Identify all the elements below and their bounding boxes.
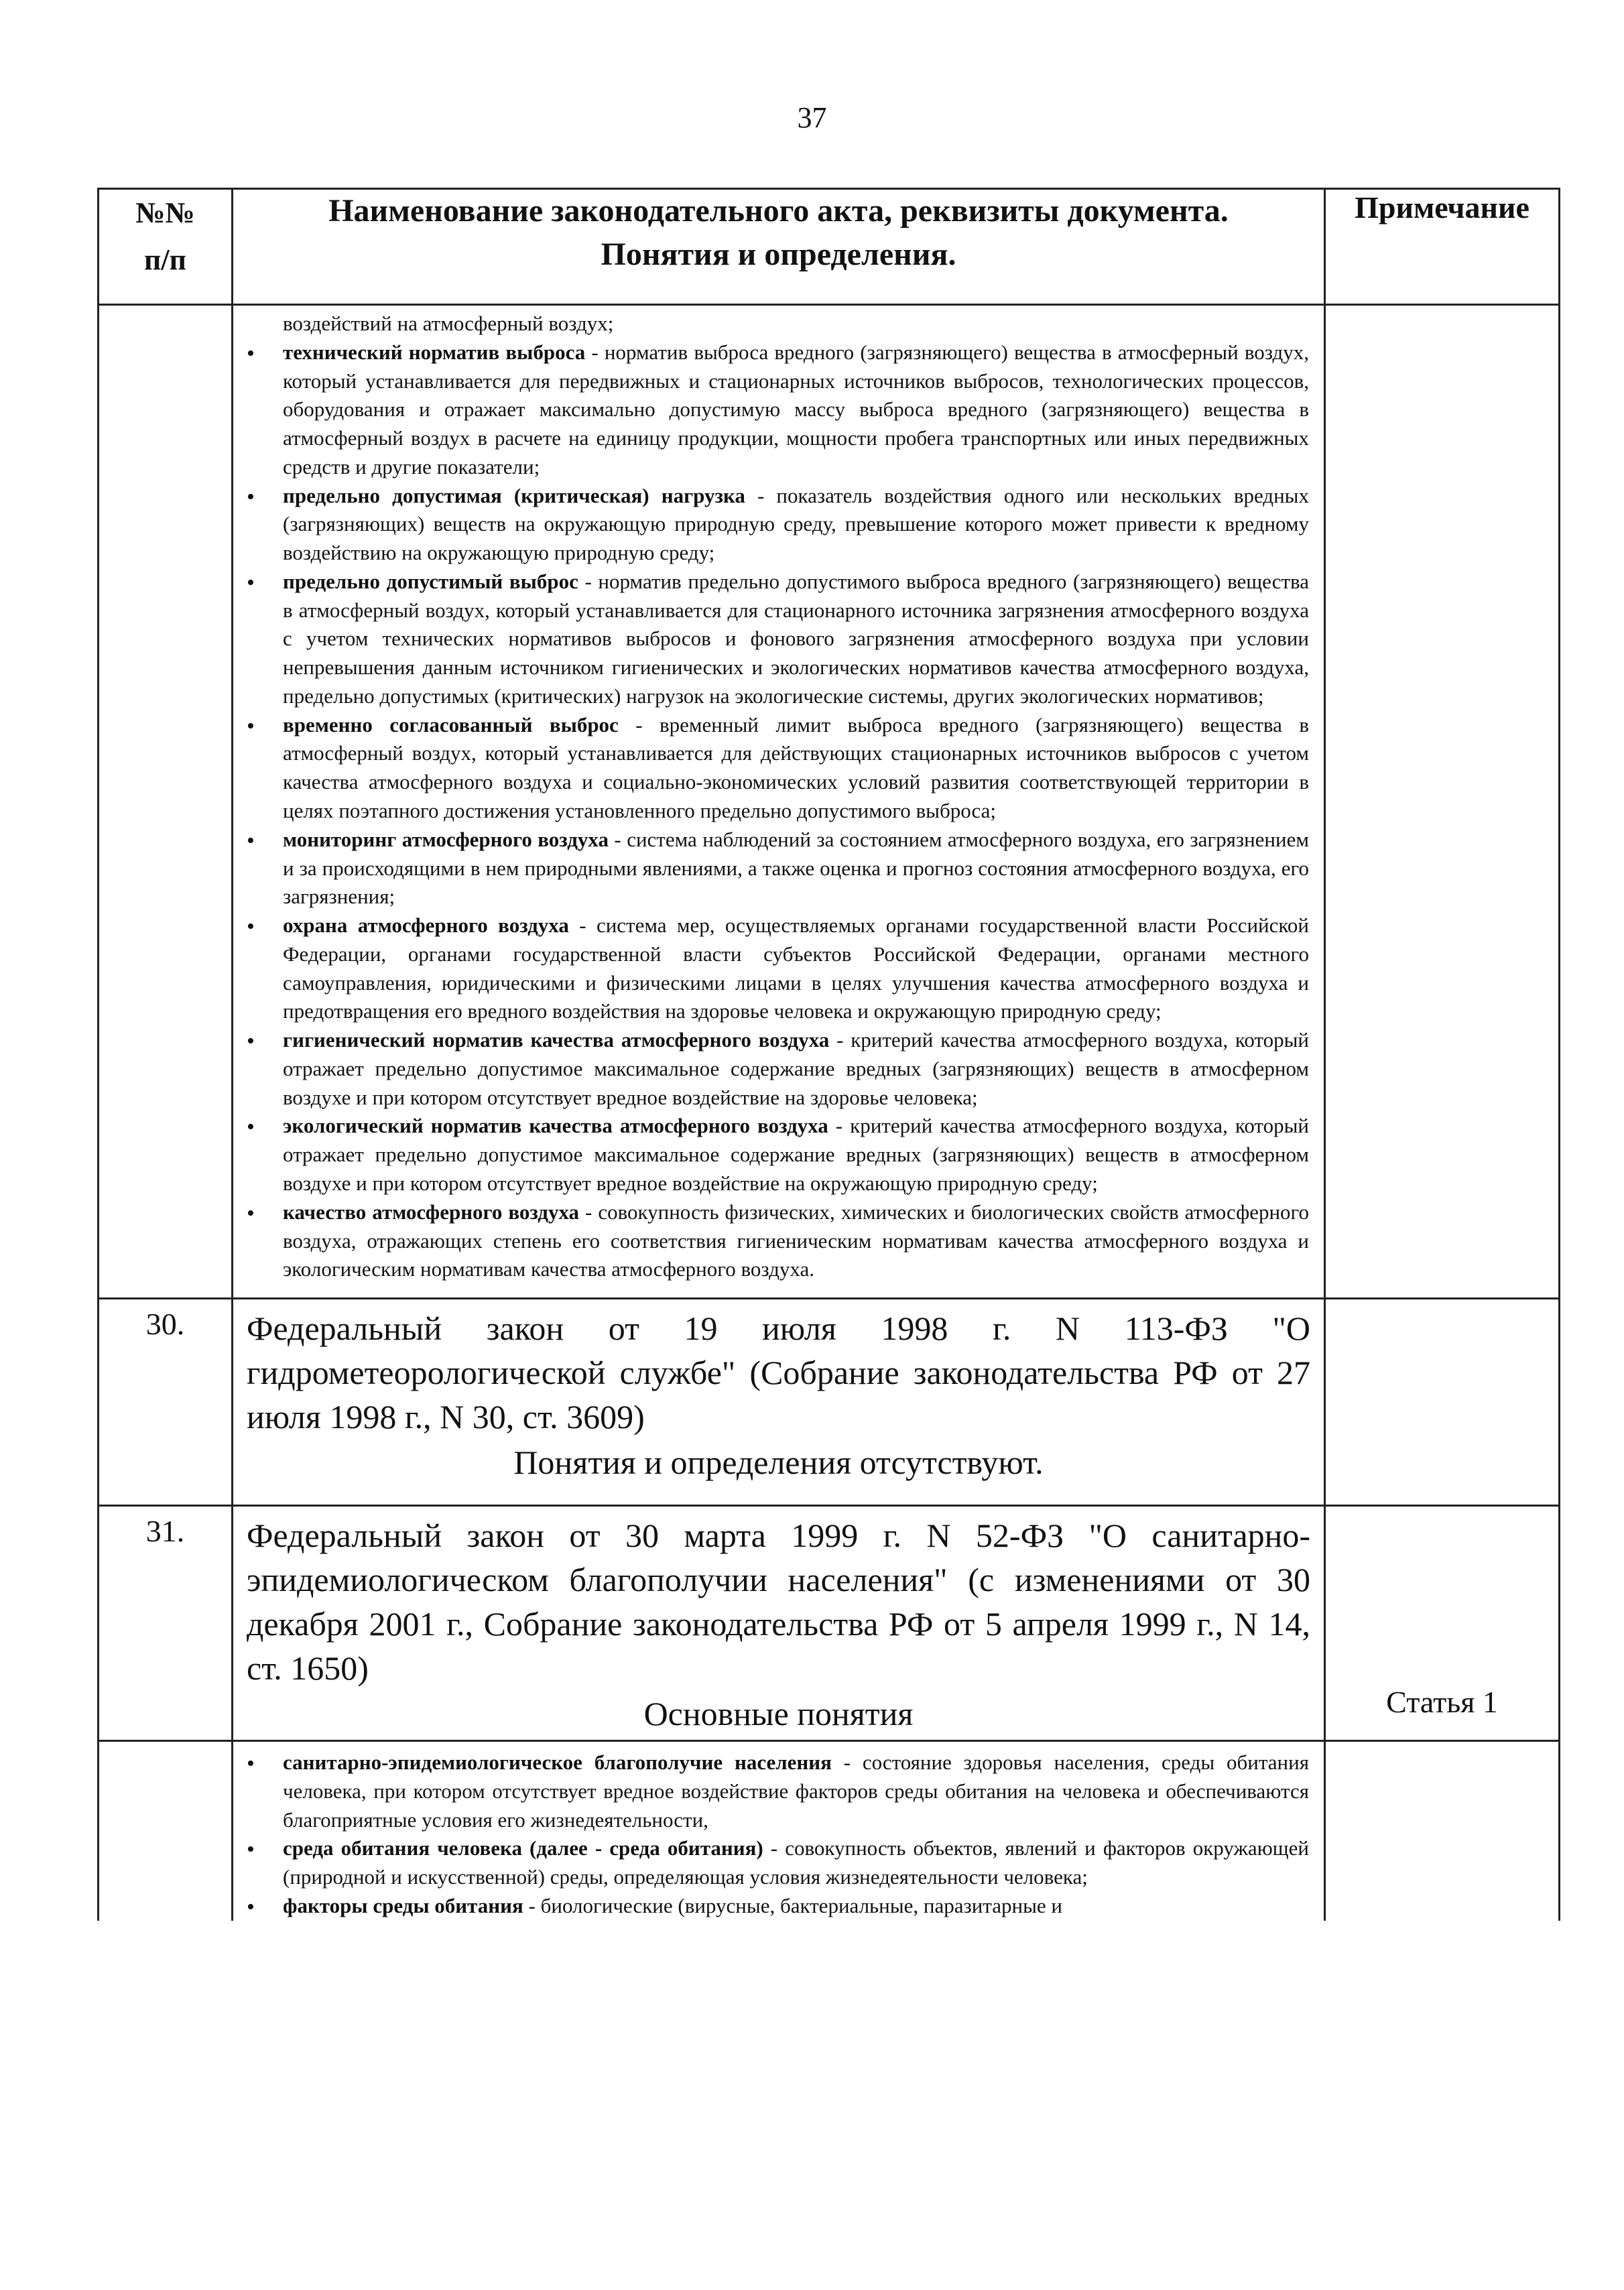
definition-item <box>243 1892 1309 1921</box>
definition-text: - критерий качества атмосферного воздуха, который отражает предельно допустимое максимальное содержание вредных (загрязняющих) веществ в атмосферном воздухе и при котором отсутствует вредное воздействие на окружающую природную среду; <box>283 1114 1309 1195</box>
definition-item <box>243 711 1309 826</box>
row-30-content <box>233 1299 1325 1506</box>
row-31-number: 31. <box>99 1506 233 1741</box>
row-31-defs-content <box>233 1741 1325 1921</box>
row-30-text: Федеральный закон от 19 июля 1998 г. N 113-ФЗ "О гидрометеорологической службе" (Собрание законодательства РФ от 27 июля 1998 г., N 30, ст. 3609) <box>247 1310 1310 1436</box>
row-31-defs-note-cell <box>1325 1741 1560 1921</box>
continuation-lead: воздействий на атмосферный воздух; <box>283 312 614 335</box>
table-row-30 <box>99 1299 1560 1506</box>
definition-text: - норматив предельно допустимого выброса вредного (загрязняющего) вещества в атмосферный воздух, который устанавливается для стационарного источника загрязнения атмосферного воздуха с учетом технических нормативов выбросов и фонового загрязнения атмосферного воздуха при условии непревышения данным источником гигиенических и экологических нормативов качества атмосферного воздуха, предельно допустимых (критических) нагрузок на экологические системы, других экологических нормативов; <box>283 569 1309 708</box>
definition-text: - временный лимит выброса вредного (загрязняющего) вещества в атмосферный воздух, который устанавливается для действующих стационарных источников выбросов с учетом качества атмосферного воздуха и социально-экономических условий развития соответствующей территории в целях поэтапного достижения установленного предельно допустимого выброса; <box>283 712 1309 823</box>
definition-term: гигиенический норматив качества атмосферного воздуха <box>283 1028 830 1052</box>
row-30-number: 30. <box>99 1299 233 1506</box>
row-31-defs-number-cell <box>99 1741 233 1921</box>
definition-item <box>243 911 1309 1026</box>
definition-term: временно согласованный выброс <box>283 712 619 737</box>
definition-text: - критерий качества атмосферного воздуха, который отражает предельно допустимое максимальное содержание вредных (загрязняющих) веществ в атмосферном воздухе и при котором отсутствует вредное воздействие на здоровье человека; <box>283 1028 1310 1109</box>
header-note: Примечание <box>1325 189 1560 305</box>
definition-item <box>243 1198 1309 1284</box>
continuation-number-cell <box>99 305 233 1299</box>
header-number-line1: №№ <box>135 196 195 229</box>
row-31-content <box>233 1506 1325 1741</box>
header-number-line2: п/п <box>144 243 186 277</box>
header-title-line2: Понятия и определения. <box>601 236 956 272</box>
row-31-subtitle: Основные понятия <box>643 1695 914 1733</box>
header-number <box>99 189 233 305</box>
row-31-definitions <box>243 1748 1309 1921</box>
row-31-note: Статья 1 <box>1325 1506 1560 1741</box>
definition-term: предельно допустимая (критическая) нагрузка <box>283 483 745 507</box>
definition-term: охрана атмосферного воздуха <box>283 913 569 938</box>
definition-text: - норматив выброса вредного (загрязняющего) вещества в атмосферный воздух, который устанавливается для передвижных и стационарных источников выбросов, технологических процессов, оборудования и отражает максимально допустимую массу выброса вредного (загрязняющего) вещества в атмосферный воздух в расчете на единицу продукции, мощности пробега транспортных или иных передвижных средств и другие показатели; <box>283 340 1309 479</box>
table-row-31 <box>99 1506 1560 1741</box>
definition-item <box>243 1026 1309 1112</box>
definition-term: санитарно-эпидемиологическое благополучие населения <box>283 1751 832 1775</box>
definition-term: предельно допустимый выброс <box>283 569 578 593</box>
definition-text: - биологические (вирусные, бактериальные, паразитарные и <box>523 1893 1062 1917</box>
header-title-line1: Наименование законодательного акта, реквизиты документа. <box>328 193 1229 229</box>
table-row-31-definitions <box>99 1741 1560 1921</box>
definition-text: - показатель воздействия одного или нескольких вредных (загрязняющих) веществ на окружающую природную среду, превышение которого может привести к вредному воздействию на окружающую природную среду; <box>283 483 1309 565</box>
definition-item <box>243 1112 1309 1198</box>
legislation-table <box>97 188 1560 1921</box>
definition-text: - совокупность объектов, явлений и факторов окружающей (природной и искусственной) среды, определяющая условия жизнедеятельности человека; <box>283 1836 1309 1889</box>
definition-text: - система мер, осуществляемых органами государственной власти Российской Федерации, органами государственной власти субъектов Российской Федерации, органами местного самоуправления, юридическими и физическими лицами в целях улучшения качества атмосферного воздуха и предотвращения его вредного воздействия на здоровье человека и окружающую природную среду; <box>283 913 1309 1023</box>
definition-term: среда обитания человека (далее - среда обитания) <box>283 1836 763 1860</box>
definition-term: факторы среды обитания <box>283 1893 523 1917</box>
row-31-text: Федеральный закон от 30 марта 1999 г. N 52-ФЗ "О санитарно-эпидемиологическом благополучии населения" (с изменениями от 30 декабря 2001 г., Собрание законодательства РФ от 5 апреля 1999 г., N 14, ст. 1650) <box>247 1517 1310 1688</box>
continuation-note-cell <box>1325 305 1560 1299</box>
definition-item <box>243 338 1309 482</box>
definition-term: качество атмосферного воздуха <box>283 1200 580 1224</box>
definition-term: экологический норматив качества атмосферного воздуха <box>283 1114 828 1138</box>
definition-term: технический норматив выброса <box>283 340 586 364</box>
definition-item <box>243 1748 1309 1834</box>
header-title <box>233 189 1325 305</box>
table-header-row <box>99 189 1560 305</box>
continuation-content-cell <box>233 305 1325 1299</box>
definition-term: мониторинг атмосферного воздуха <box>283 827 609 851</box>
definition-text: - система наблюдений за состоянием атмосферного воздуха, его загрязнением и за происходящими в нем природными явлениями, а также оценка и прогноз состояния атмосферного воздуха, его загрязнения; <box>283 827 1309 909</box>
page-number: 37 <box>797 101 827 134</box>
definition-text: - состояние здоровья населения, среды обитания человека, при котором отсутствует вредное воздействие факторов среды обитания на человека и обеспечиваются благоприятные условия его жизнедеятельности, <box>283 1751 1309 1832</box>
row-30-subtitle: Понятия и определения отсутствуют. <box>513 1444 1044 1482</box>
definition-item <box>243 568 1309 711</box>
definition-item <box>243 1834 1309 1892</box>
definition-item <box>243 826 1309 911</box>
continuation-definitions <box>243 338 1309 1284</box>
definition-item <box>243 482 1309 568</box>
row-30-note <box>1325 1299 1560 1506</box>
table-row-continuation <box>99 305 1560 1299</box>
definition-text: - совокупность физических, химических и биологических свойств атмосферного воздуха, отражающих степень его соответствия гигиеническим нормативам качества атмосферного воздуха и экологическим нормативам качества атмосферного воздуха. <box>283 1200 1309 1281</box>
